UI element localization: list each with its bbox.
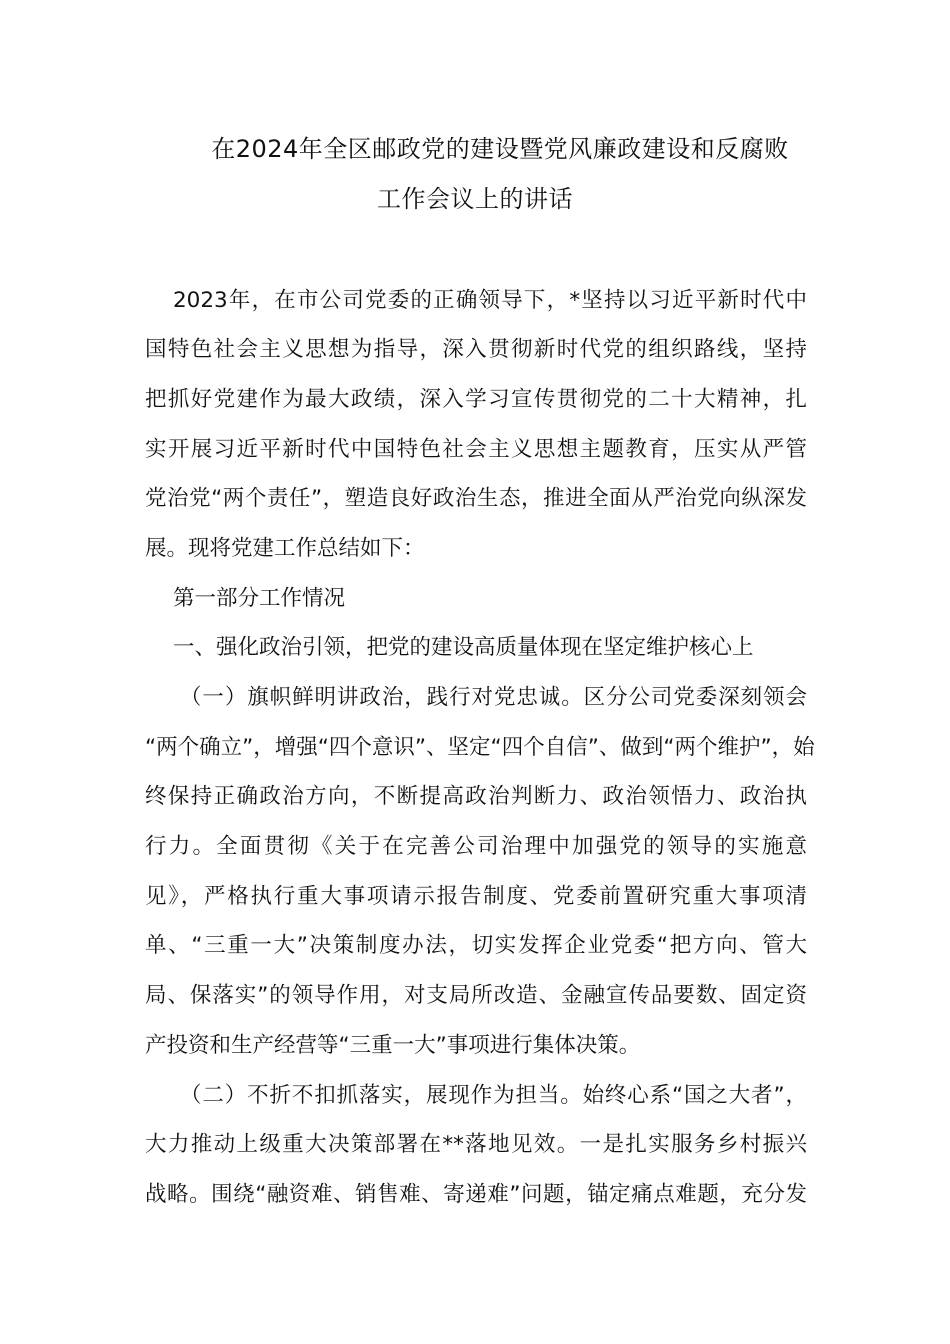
- paragraph-line: 战略。围绕“融资难、销售难、寄递难”问题，锚定痛点难题，充分发: [145, 1182, 807, 1207]
- document-title-line-2: 工作会议上的讲话: [377, 185, 573, 213]
- paragraph-line: 把抓好党建作为最大政绩，深入学习宣传贯彻党的二十大精神，扎: [145, 387, 807, 412]
- paragraph-line: 局、保落实”的领导作用，对支局所改造、金融宣传品要数、固定资: [145, 983, 807, 1008]
- paragraph-line: 展。现将党建工作总结如下：: [145, 536, 425, 561]
- paragraph-line: 国特色社会主义思想为指导，深入贯彻新时代党的组织路线，坚持: [145, 337, 807, 362]
- paragraph-line: 终保持正确政治方向，不断提高政治判断力、政治领悟力、政治执: [145, 784, 807, 809]
- subsection-heading: 一、强化政治引领，把党的建设高质量体现在坚定维护核心上: [173, 635, 754, 660]
- paragraph-line: 实开展习近平新时代中国特色社会主义思想主题教育，压实从严管: [145, 437, 807, 462]
- paragraph-line: （一）旗帜鲜明讲政治，践行对党忠诚。区分公司党委深刻领会: [180, 685, 807, 710]
- paragraph-line: 产投资和生产经营等“三重一大”事项进行集体决策。: [145, 1033, 641, 1058]
- document-title-line-1: 在2024年全区邮政党的建设暨党风廉政建设和反腐败: [211, 135, 789, 163]
- paragraph-line: “两个确立”，增强“四个意识”、坚定“四个自信”、做到“两个维护”，始: [145, 735, 815, 760]
- paragraph-line: 党治党“两个责任”，塑造良好政治生态，推进全面从严治党向纵深发: [145, 486, 807, 511]
- paragraph-line: 单、“三重一大”决策制度办法，切实发挥企业党委“把方向、管大: [145, 933, 807, 958]
- paragraph-line: 见》，严格执行重大事项请示报告制度、党委前置研究重大事项清: [145, 884, 807, 909]
- paragraph-line: 大力推动上级重大决策部署在**落地见效。一是扎实服务乡村振兴: [145, 1132, 807, 1157]
- paragraph-line: 2023年，在市公司党委的正确领导下，*坚持以习近平新时代中: [173, 288, 807, 313]
- paragraph-line: 行力。全面贯彻《关于在完善公司治理中加强党的领导的实施意: [145, 834, 807, 859]
- paragraph-line: （二）不折不扣抓落实，展现作为担当。始终心系“国之大者”，: [180, 1083, 807, 1108]
- section-heading: 第一部分工作情况: [173, 586, 346, 611]
